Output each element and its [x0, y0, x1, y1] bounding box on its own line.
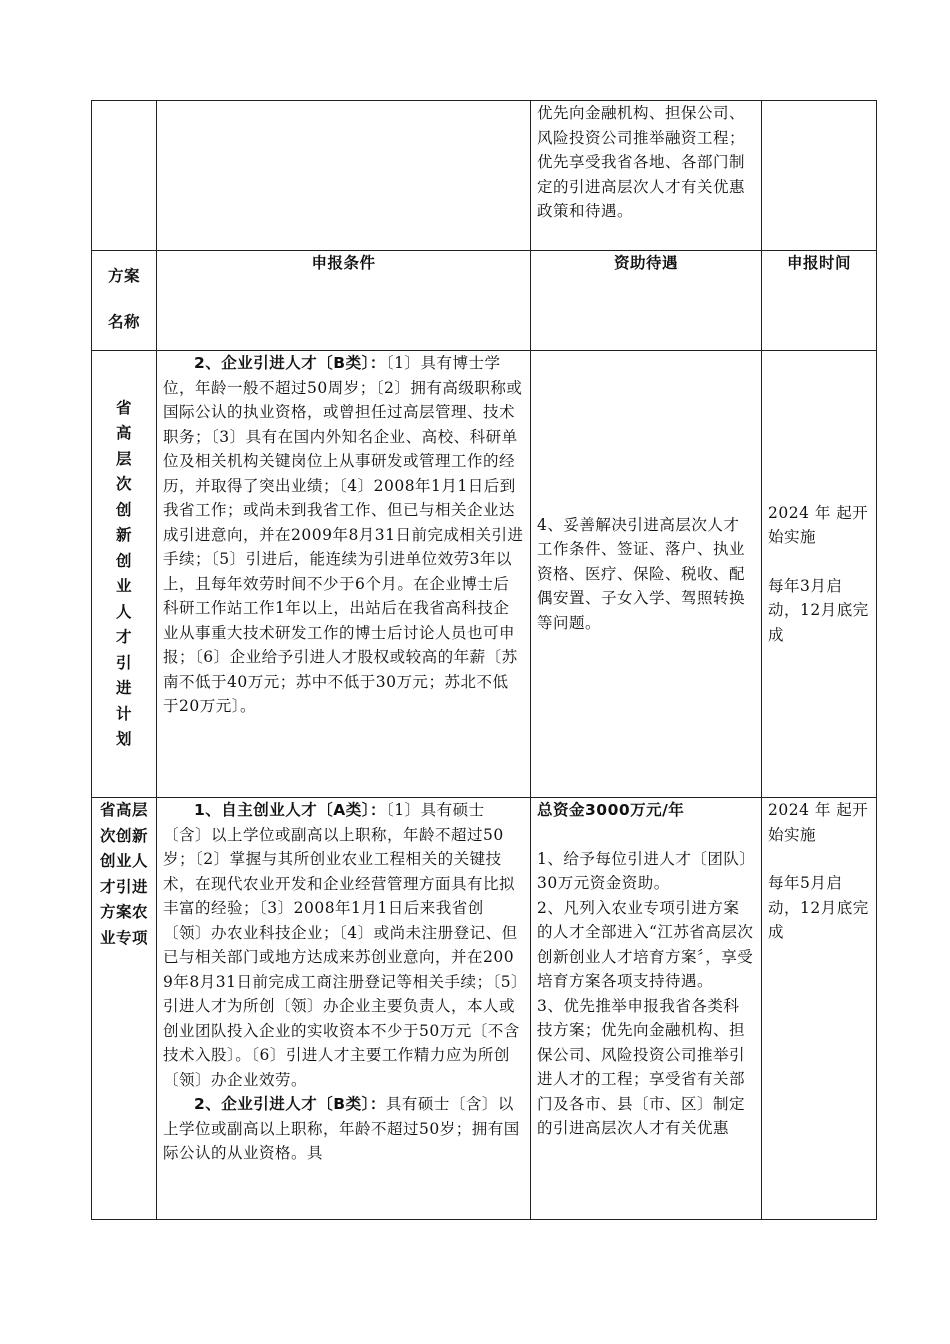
table-row — [92, 351, 877, 798]
conditions-title: 2、企业引进人才〔B类〕： — [194, 354, 386, 372]
plan-name-char: 次 — [115, 475, 132, 493]
benefits-title: 总资金3000万元/年 — [537, 801, 685, 819]
plan-name-char: 创 — [115, 551, 132, 570]
benefits-item: 3、优先推举申报我省各类科技方案；优先向金融机构、担保公司、风险投资公司推举引进人才的工程；享受省有关部门及各市、县〔市、区〕制定的引进高层次人才有关优惠 — [537, 996, 746, 1137]
plan-name-char: 划 — [115, 730, 132, 748]
plan-name-char: 创 — [115, 500, 132, 519]
header-plan-name-line2: 名称 — [107, 313, 140, 331]
conditions-a — [163, 798, 524, 1092]
plan-name-char: 计 — [115, 704, 132, 723]
conditions-cell — [157, 798, 531, 1220]
conditions-b-title: 2、企业引进人才〔B类〕： — [194, 1095, 386, 1113]
time-cell — [762, 351, 877, 798]
time-start: 2024 年 起开始实施 — [768, 801, 869, 844]
plan-name-char: 省 — [115, 398, 132, 417]
plan-name-char: 新 — [115, 526, 132, 544]
policy-table — [91, 100, 877, 1220]
plan-name-char: 进 — [115, 679, 132, 697]
conditions-body: 〔1〕具有博士学位，年龄一般不超过50周岁；〔2〕拥有高级职称或国际公认的执业资格，或曾担任过高层管理、技术职务；〔3〕具有在国内外知名企业、高校、科研单位及相关机构关键岗位上从事研发或管理工作的经历，并取得了突出业绩；〔4〕2008年1月1日后到我省工作；或尚未到我省工作、但已与相关企业达成引进意向，并在2009年8月31日前完成相关引进手续；〔5〕引进后，能连续为引进单位效劳3年以上，且每年效劳时间不少于6个月。在企业博士后科研工作站工作1年以上，出站后在我省高科技企业从事重大技术研发工作的博士后讨论人员也可申报；〔6〕企业给予引进人才股权或较高的年薪〔苏南不低于40万元；苏中不低于30万元；苏北不低于20万元〕。 — [163, 354, 524, 715]
conditions-a-title: 1、自主创业人才〔A类〕： — [194, 801, 387, 819]
plan-name-vertical — [92, 351, 157, 798]
plan-name-char: 业 — [115, 577, 132, 595]
plan-name-char: 引 — [115, 653, 132, 672]
conditions-a-body: 〔1〕具有硕士〔含〕以上学位或副高以上职称，年龄不超过50岁；〔2〕掌握与其所创业农业工程相关的关键技术，在现代农业开发和企业经营管理方面具有比拟丰富的经验；〔3〕2008年1月1日后来我省创〔领〕办农业科技企业；〔4〕或尚未注册登记、但已与相关部门或地方达成来苏创业意向，并在2009年8月31日前完成工商注册登记等相关手续；〔5〕引进人才为所创〔领〕办企业主要负责人，本人或创业团队投入企业的实收资本不少于50万元〔不含技术入股〕。〔6〕引进人才主要工作精力应为所创〔领〕办企业效劳。 — [163, 801, 520, 1089]
table-row — [92, 798, 877, 1220]
plan-name-char: 才 — [115, 628, 132, 646]
benefits-cell — [531, 798, 762, 1220]
time-start: 2024 年 起开始实施 — [768, 503, 869, 547]
spacer — [768, 550, 870, 574]
header-benefits: 资助待遇 — [531, 251, 762, 351]
conditions-cell — [157, 351, 531, 798]
conditions-b — [163, 1092, 524, 1166]
empty-cell — [92, 101, 157, 251]
header-time: 申报时间 — [762, 251, 877, 351]
empty-cell — [762, 101, 877, 251]
conditions-b-body: 具有硕士〔含〕以上学位或副高以上职称，年龄不超过50岁；拥有国际公认的从业资格。具 — [163, 1095, 520, 1162]
header-row — [92, 251, 877, 351]
benefits-item: 2、凡列入农业专项引进方案的人才全部进入“江苏省高层次创新创业人才培育方案〞，享受培育方案各项支持待遇。 — [537, 898, 754, 990]
time-schedule: 每年5月启动，12月底完成 — [768, 874, 869, 941]
header-plan-name — [92, 251, 157, 351]
plan-name-char: 人 — [115, 602, 132, 621]
plan-name-cell: 省高层次创新创业人才引进方案农业专项 — [92, 798, 157, 1220]
benefits-cell: 优先向金融机构、担保公司、风险投资公司推举融资工程；优先享受我省各地、各部门制定的引进高层次人才有关优惠政策和待遇。 — [531, 101, 762, 251]
time-schedule: 每年3月启动，12月底完成 — [768, 576, 869, 644]
header-conditions: 申报条件 — [157, 251, 531, 351]
plan-name-char: 高 — [115, 424, 132, 442]
time-cell — [762, 798, 877, 1220]
plan-name-char: 层 — [115, 449, 132, 468]
header-plan-name-line1: 方案 — [107, 267, 140, 285]
spacer — [537, 823, 755, 847]
table-row — [92, 101, 877, 251]
spacer — [768, 847, 870, 871]
empty-cell — [157, 101, 531, 251]
benefits-cell: 4、妥善解决引进高层次人才工作条件、签证、落户、执业资格、医疗、保险、税收、配偶安置、子女入学、驾照转换等问题。 — [531, 351, 762, 798]
benefits-item: 1、给予每位引进人才〔团队〕30万元资金资助。 — [537, 849, 748, 892]
